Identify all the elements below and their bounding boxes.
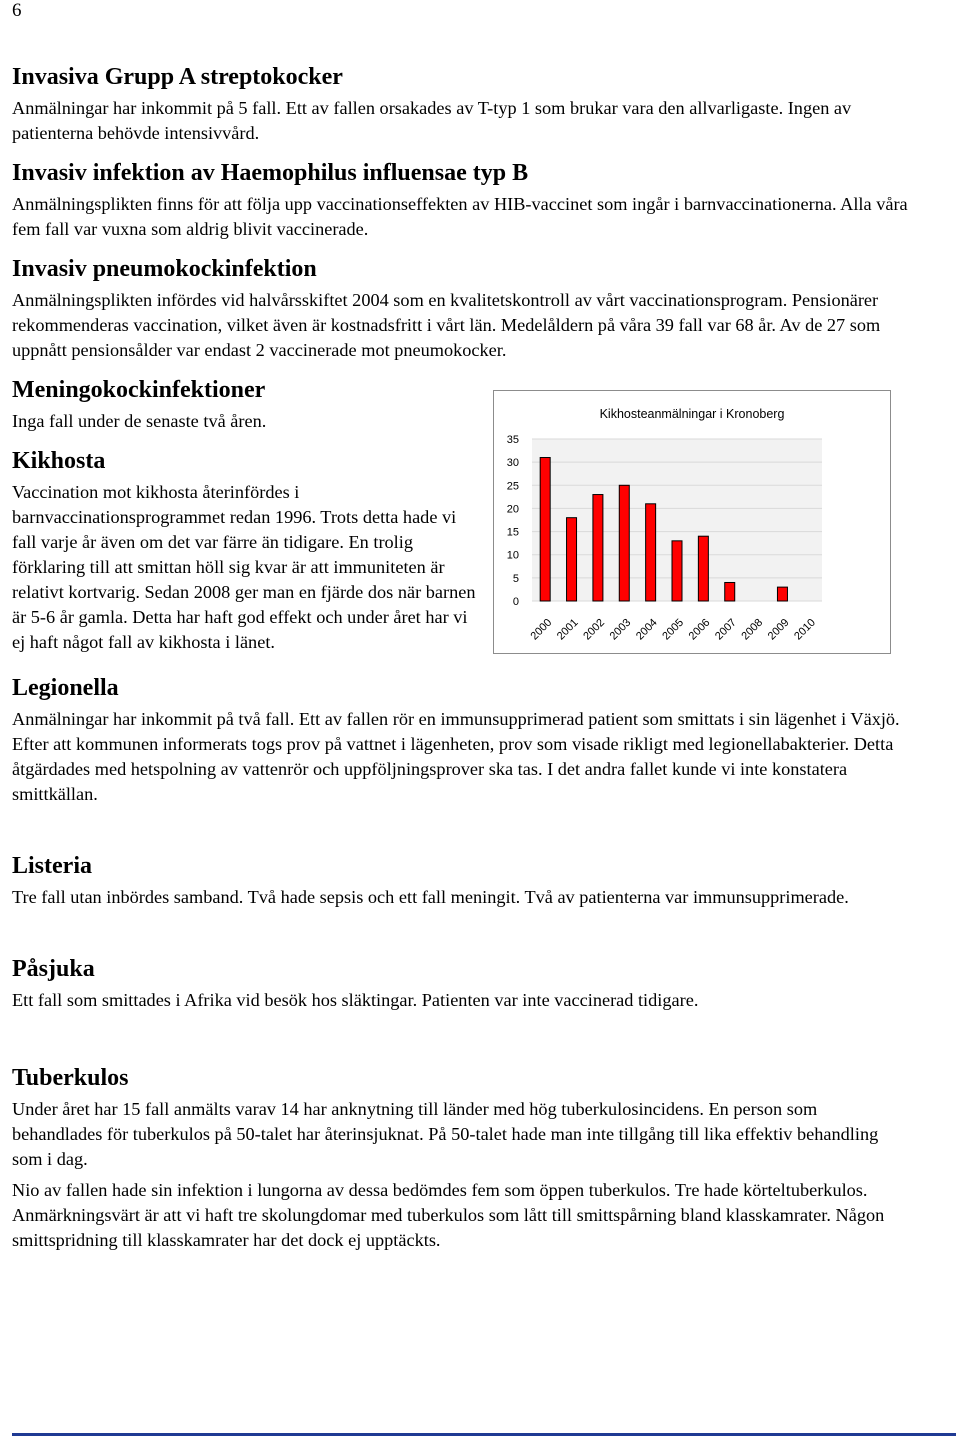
section-text: Vaccination mot kikhosta återinfördes i barnvaccinationsprogrammet redan 1996. Trots detta hade vi fall varje år även om det var färre än tidigare. En trolig förklaring till att smittan höll sig kvar är att immuniteten är relativt kortvarig. Sedan 2008 ger man en fjärde dos när barnen är 5-6 år gamla. Detta har haft god effekt och under året har vi ej haft något fall av kikhosta i länet. [12,482,476,652]
bar-2007 [725,582,735,601]
kik-text-column [12,375,482,655]
bar-2000 [540,458,550,601]
bar-2005 [672,541,682,601]
x-tick-label: 2000 [528,616,555,643]
meningo-kikhosta-block [12,375,912,652]
section-title: Invasiva Grupp A streptokocker [12,64,343,90]
x-tick-label: 2010 [792,616,818,643]
section-text: Anmälningar har inkommit på 5 fall. Ett av fallen orsakades av T-typ 1 som brukar vara den allvarligaste. Ingen av patienterna behövde intensivvård. [12,98,852,143]
bar-2004 [646,504,656,601]
section-title: Invasiv infektion av Haemophilus influensae typ B [12,160,529,186]
plot-area [507,434,822,642]
x-tick-label: 2003 [607,616,634,643]
section-pasjuka [12,954,912,1013]
bar-2001 [567,518,577,601]
section-text: Anmälningsplikten finns för att följa upp vaccinationseffekten av HIB-vaccinet som ingår i barnvaccinationerna. Alla våra fem fall var vuxna som aldrig blivit vaccinerade. [12,194,908,239]
kikhosta-chart [493,390,891,654]
x-tick-label: 2005 [660,616,687,643]
section-pneumo [12,254,912,363]
section-listeria [12,851,912,910]
section-text: Under året har 15 fall anmälts varav 14 har anknytning till länder med hög tuberkulosincidens. En person som behandlades för tuberkulos på 50-talet har återinsjuknat. På 50-talet hade man inte tillgång till lika effektiv behandling som i dag. [12,1099,879,1169]
section-text: Anmälningar har inkommit på två fall. Ett av fallen rör en immunsupprimerad patient som smittats i sin lägenhet i Växjö. Efter att kommunen informerats togs prov på vattnet i lägenheten, prov som visade rikligt med legionellabakterier. Detta åtgärdades med hetspolning av vattenrör och uppföljningsprover ska tas. I det andra fallet kunde vi inte konstatera smittkällan. [12,709,900,804]
bar-2002 [593,495,603,601]
x-tick-label: 2009 [765,616,792,643]
bar-chart-svg [494,391,890,653]
section-title: Tuberkulos [12,1065,129,1091]
y-tick-label: 5 [512,572,519,585]
x-tick-label: 2002 [581,616,608,643]
section-title: Påsjuka [12,956,95,982]
bar-2003 [619,485,629,601]
section-text: Anmälningsplikten infördes vid halvårsskiftet 2004 som en kvalitetskontroll av vårt vaccinationsprogram. Pensionärer rekommenderas vaccination, vilket även är kostnadsfritt i vårt län. Medelåldern på våra 39 fall var 68 år. Av de 27 som uppnått pensionsålder var endast 2 vaccinerade mot pneumokocker. [12,290,881,360]
page-number: 6 [12,0,22,21]
section-title: Invasiv pneumokockinfektion [12,256,317,282]
section-title: Kikhosta [12,448,106,474]
section-text: Nio av fallen hade sin infektion i lungorna av dessa bedömdes fem som öppen tuberkulos. Tre hade körteltuberkulos. Anmärkningsvärt är att vi haft tre skolungdomar med tuberkulos som lått till smittspårning bland klasskamrater. Någon smittspridning till klasskamrater har det dock ej upptäckts. [12,1180,885,1250]
section-text: Ett fall som smittades i Afrika vid besök hos släktingar. Patienten var inte vaccinerad tidigare. [12,990,699,1010]
y-tick-label: 25 [506,480,519,493]
y-tick-label: 20 [506,503,519,516]
bar-2006 [698,536,708,601]
section-title: Legionella [12,675,119,701]
y-tick-label: 0 [512,596,519,608]
y-tick-label: 15 [506,526,519,539]
section-hib [12,158,912,242]
x-tick-label: 2006 [686,616,713,643]
y-tick-label: 35 [506,434,519,446]
y-tick-label: 10 [506,549,519,562]
section-meningo [12,375,482,434]
bar-2009 [777,587,787,601]
section-tuberkulos [12,1063,912,1253]
section-text: Tre fall utan inbördes samband. Två hade sepsis och ett fall meningit. Två av patienterna var immunsupprimerade. [12,887,849,907]
section-igas [12,62,912,146]
x-tick-label: 2008 [739,616,766,643]
section-text: Inga fall under de senaste två åren. [12,411,267,431]
document-body [12,62,912,1265]
x-tick-label: 2001 [554,616,581,643]
section-kikhosta [12,446,482,655]
y-tick-label: 30 [506,457,519,470]
bottom-rule [12,1433,956,1436]
section-title: Meningokockinfektioner [12,377,266,403]
x-tick-label: 2007 [713,616,739,643]
chart-title: Kikhosteanmälningar i Kronoberg [599,407,785,421]
section-title: Listeria [12,853,92,879]
x-tick-label: 2004 [633,616,660,643]
section-legionella [12,673,912,807]
